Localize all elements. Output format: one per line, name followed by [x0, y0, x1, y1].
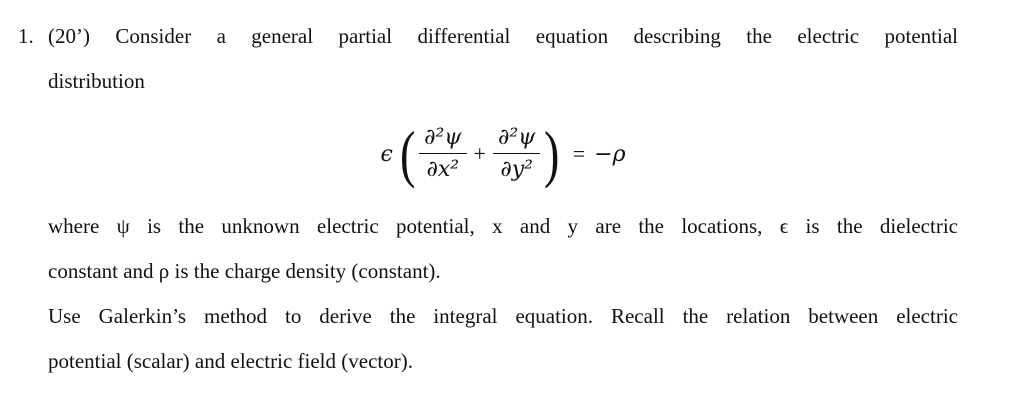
pde-equation [48, 104, 958, 204]
equals-sign: = [572, 141, 586, 166]
fraction-d2psi-dx2 [419, 125, 466, 183]
fraction-d2psi-dy2 [493, 125, 540, 183]
paragraph2-line1: where ψ is the unknown electric potential, x and y are the locations, ϵ is the dielectric [48, 214, 958, 238]
fraction2-denominator: ∂y² [493, 153, 540, 183]
list-item-number: 1. [18, 24, 34, 48]
paragraph3-line2: potential (scalar) and electric field (vector). [48, 349, 413, 373]
close-parenthesis: ) [544, 118, 560, 189]
paragraph1-line1-text: (20’) Consider a general partial differential equation describing the electric potential [48, 24, 958, 48]
problem-statement [18, 0, 958, 384]
open-parenthesis: ( [399, 118, 416, 189]
paragraph2-line2: constant and ρ is the charge density (constant). [48, 259, 441, 283]
fraction1-denominator: ∂x² [419, 153, 466, 183]
fraction2-numerator: ∂²ψ [497, 125, 536, 150]
paragraph3-line1: Use Galerkin’s method to derive the integral equation. Recall the relation between electric [48, 304, 958, 328]
fraction1-numerator: ∂²ψ [424, 125, 462, 150]
plus-operator: + [473, 141, 486, 166]
epsilon-coefficient: ϵ [380, 141, 393, 167]
rhs-minus-rho: −ρ [594, 141, 626, 167]
paragraph1-line1 [18, 14, 958, 59]
paragraph1-line2: distribution [48, 69, 145, 93]
